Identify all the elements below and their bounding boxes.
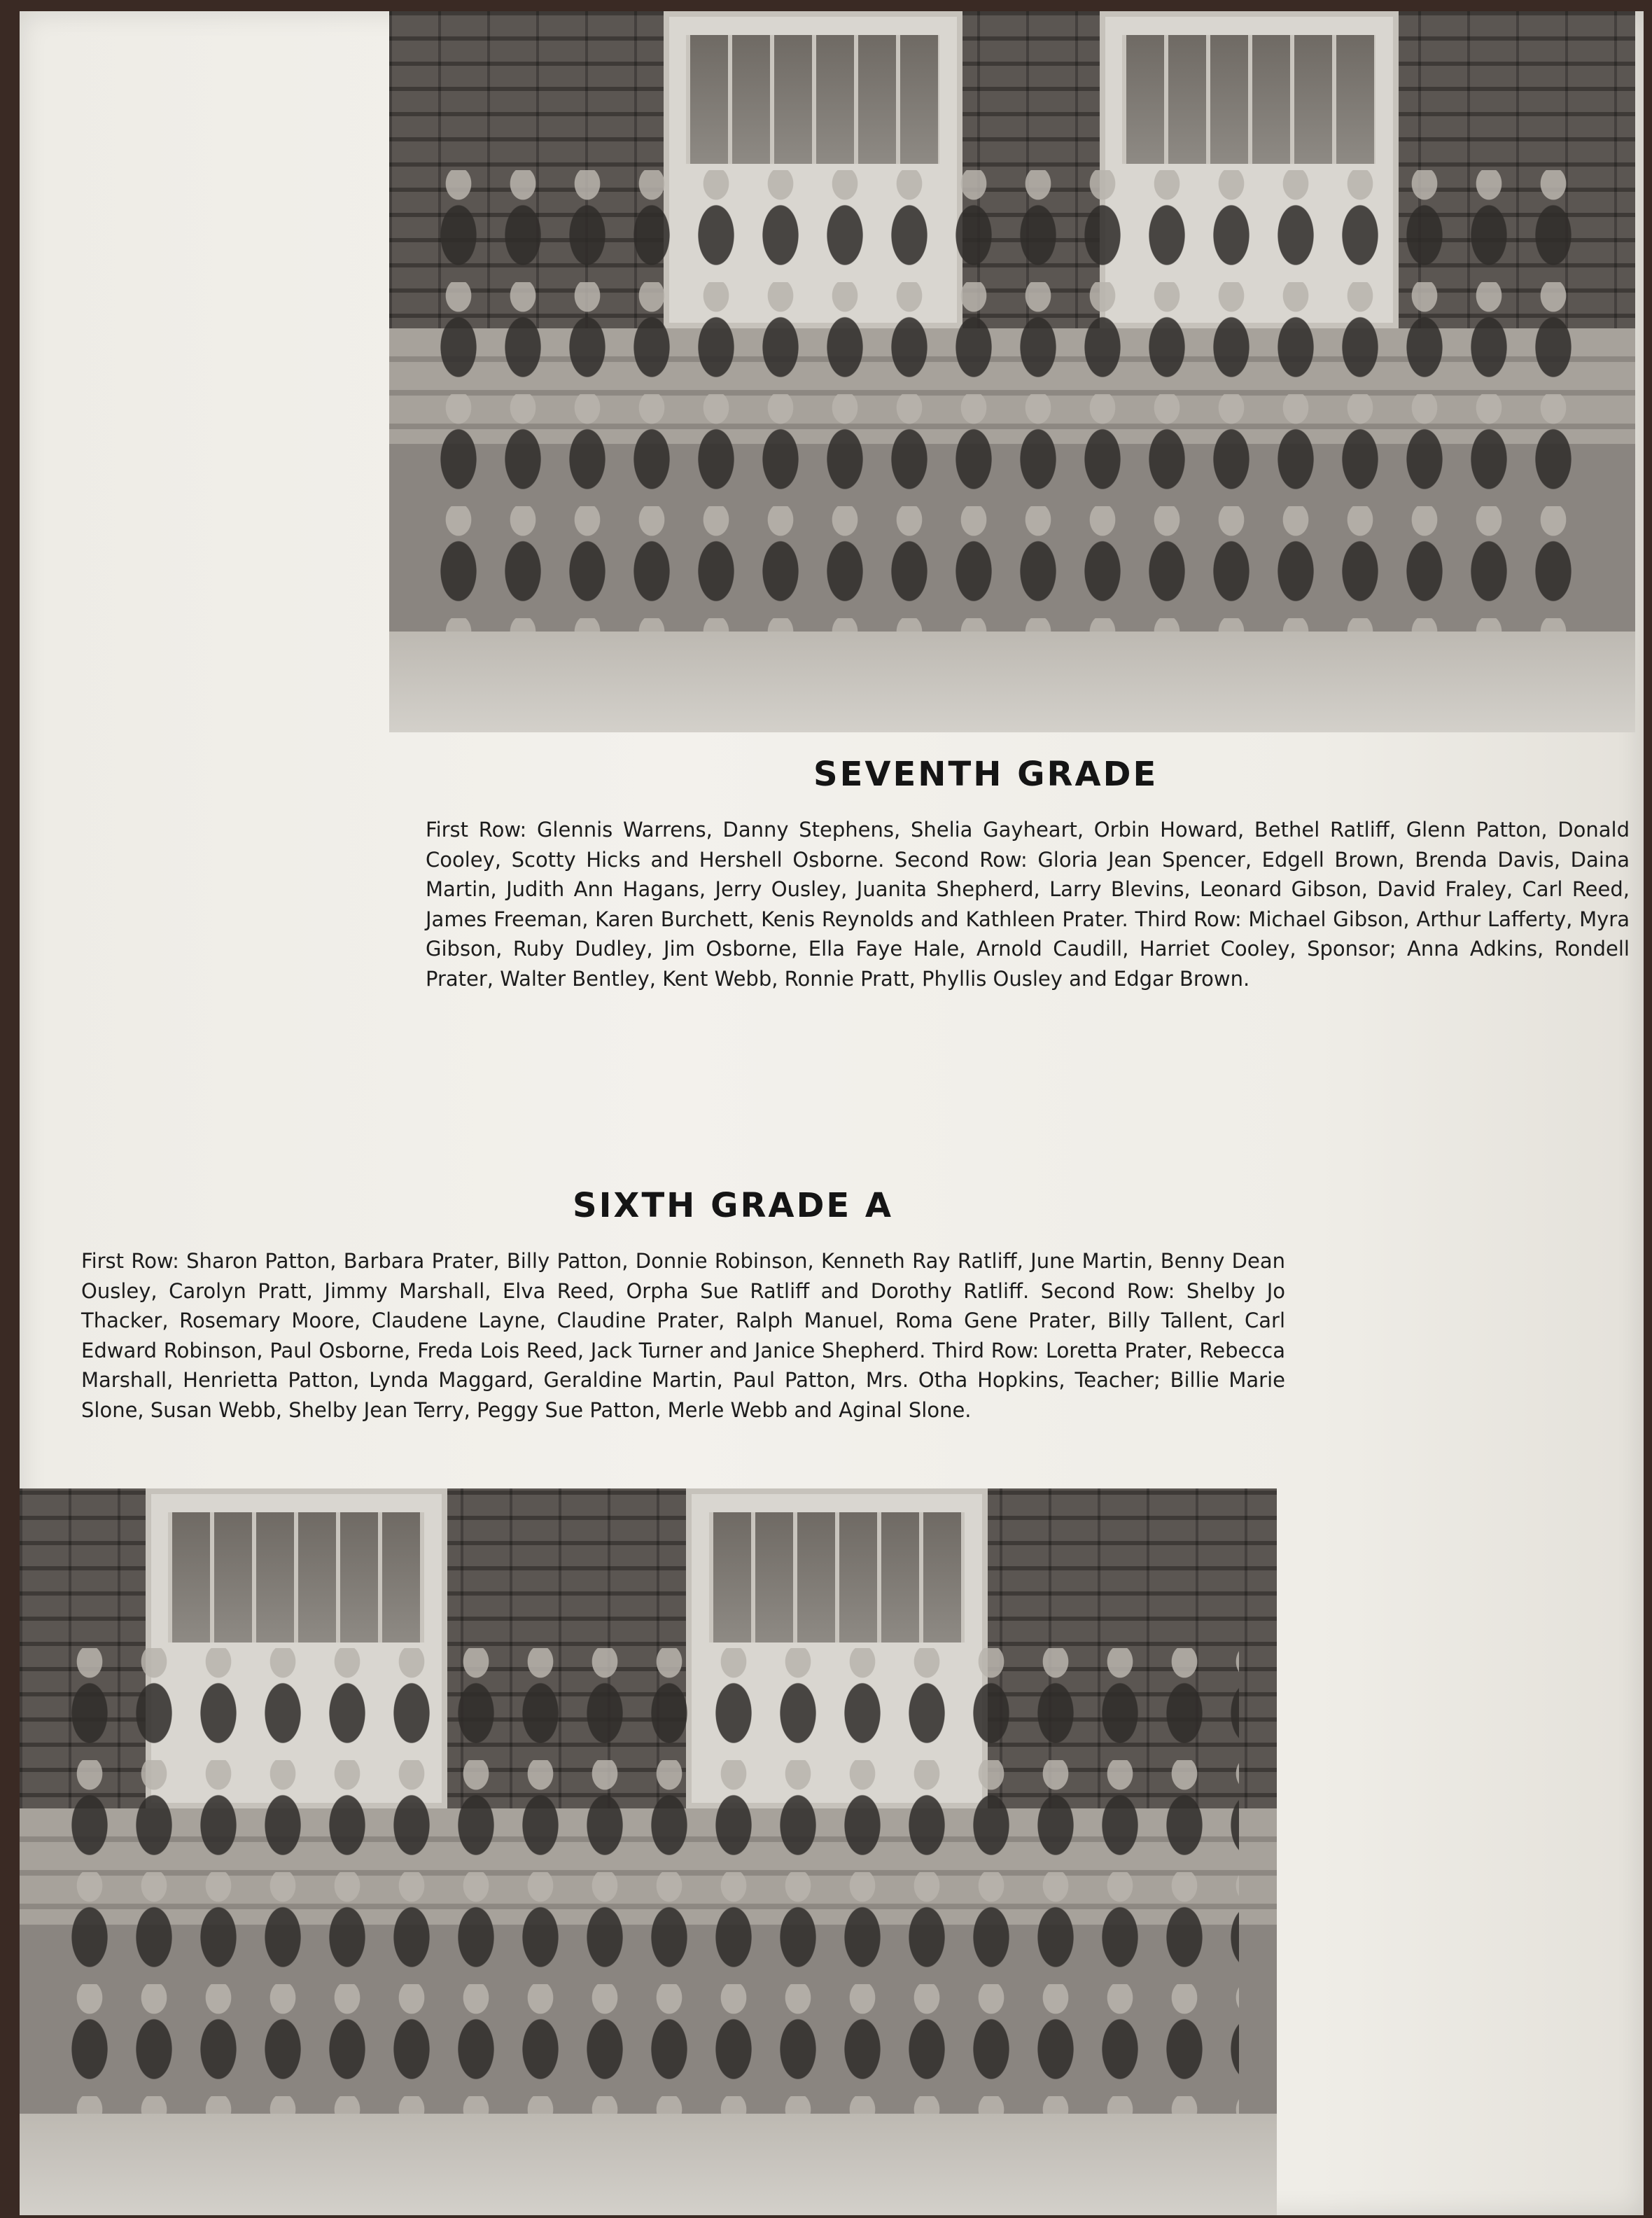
ground — [389, 632, 1635, 732]
seventh-grade-class-photo — [389, 11, 1635, 732]
students-group — [57, 1648, 1239, 2157]
yearbook-page — [20, 11, 1644, 2215]
sixth-grade-a-heading: SIXTH GRADE A — [573, 1186, 894, 1225]
seventh-grade-caption: First Row: Glennis Warrens, Danny Stephens, Shelia Gayheart, Orbin Howard, Bethel Ratliff, Glenn Patton, Donald Cooley, Scotty Hicks and Hershell Osborne. Second Row: Gloria Jean Spencer, Edgell Brown, Brenda Davis, Daina Martin, Judith Ann Hagans, Jerry Ousley, Juanita Shepherd, Larry Blevins, Leonard Gibson, David Fraley, Carl Reed, James Freeman, Karen Burchett, Kenis Reynolds and Kathleen Prater. Third Row: Michael Gibson, Arthur Lafferty, Myra Gibson, Ruby Dudley, Jim Osborne, Ella Faye Hale, Arnold Caudill, Harriet Cooley, Sponsor; Anna Adkins, Rondell Prater, Walter Bentley, Kent Webb, Ronnie Pratt, Phyllis Ousley and Edgar Brown. — [426, 818, 1630, 991]
sixth-grade-a-caption: First Row: Sharon Patton, Barbara Prater, Billy Patton, Donnie Robinson, Kenneth Ray Ratliff, June Martin, Benny Dean Ousley, Carolyn Pratt, Jimmy Marshall, Elva Reed, Orpha Sue Ratliff and Dorothy Ratliff. Second Row: Shelby Jo Thacker, Rosemary Moore, Claudene Layne, Claudine Prater, Ralph Manuel, Roma Gene Prater, Billy Tallent, Carl Edward Robinson, Paul Osborne, Freda Lois Reed, Jack Turner and Janice Shepherd. Third Row: Loretta Prater, Rebecca Marshall, Henrietta Patton, Lynda Maggard, Geraldine Martin, Paul Patton, Mrs. Otha Hopkins, Teacher; Billie Marie Slone, Susan Webb, Shelby Jean Terry, Peggy Sue Patton, Merle Webb and Aginal Slone. — [81, 1249, 1285, 1422]
students-group — [426, 170, 1597, 675]
seventh-grade-heading: SEVENTH GRADE — [813, 755, 1158, 794]
ground — [20, 2114, 1277, 2215]
sixth-grade-a-class-photo — [20, 1488, 1277, 2215]
